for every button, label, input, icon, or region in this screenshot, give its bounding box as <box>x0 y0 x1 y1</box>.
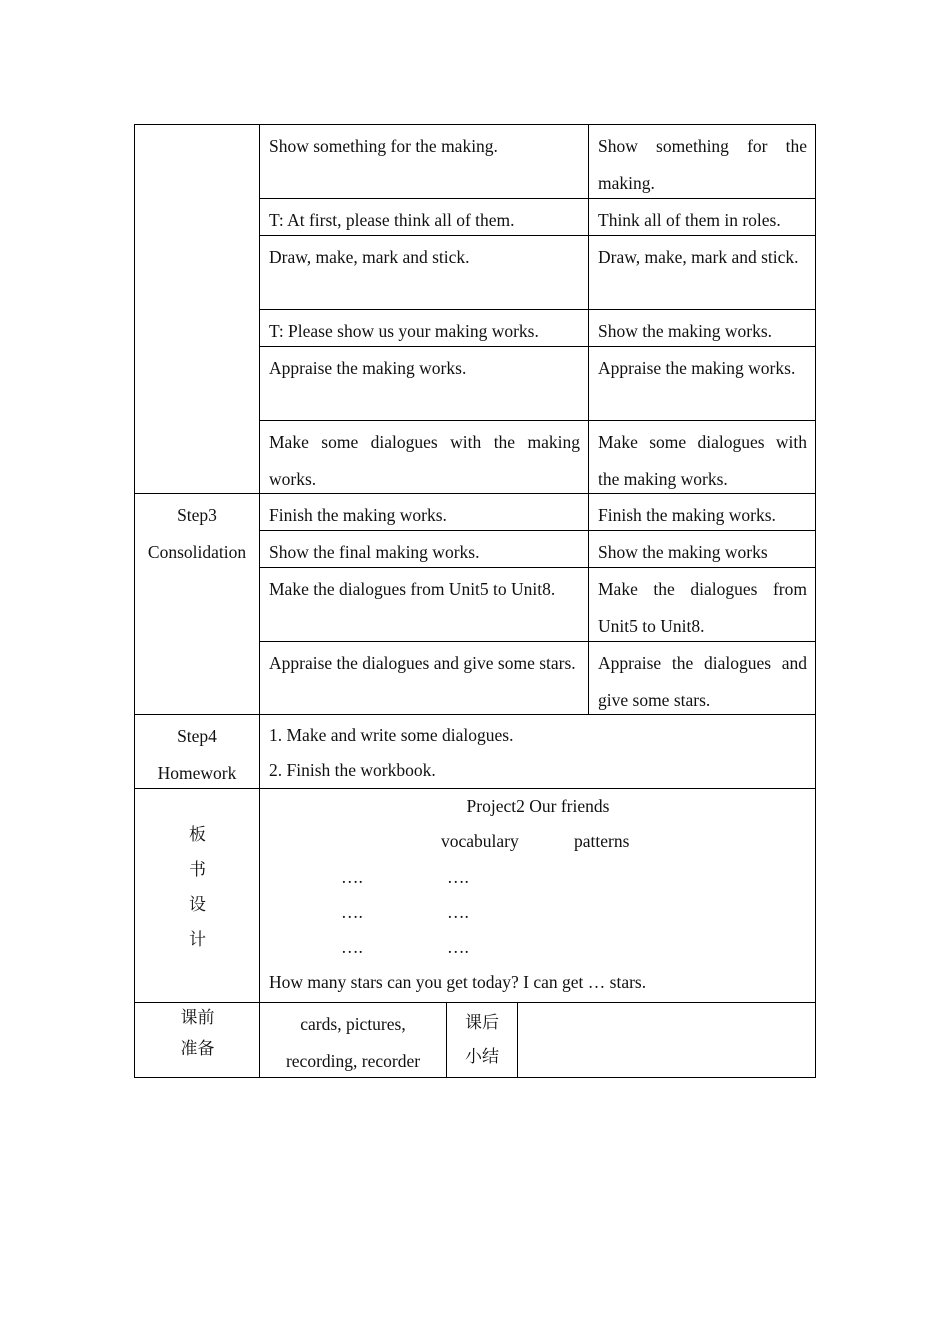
board-dots: …. <box>447 937 469 957</box>
student-activity: Draw, make, mark and stick. <box>589 236 816 310</box>
board-dots: …. <box>341 937 363 957</box>
board-patterns-heading: patterns <box>574 831 630 851</box>
student-activity: Appraise the making works. <box>589 347 816 421</box>
teacher-activity: T: Please show us your making works. <box>260 310 589 347</box>
prep-materials <box>260 1003 447 1078</box>
board-design-label <box>135 789 260 1003</box>
student-activity: Make some dialogues with the making works. <box>589 421 816 494</box>
step-cell-empty <box>135 125 260 494</box>
prep-label-line: 课前 <box>180 1008 215 1028</box>
teacher-activity: Finish the making works. <box>260 494 589 531</box>
summary-label-line: 小结 <box>465 1047 499 1067</box>
board-label-char: 书 <box>189 860 206 880</box>
step-name: Consolidation <box>147 542 247 562</box>
prep-materials-line: recording, recorder <box>285 1051 421 1071</box>
student-activity: Think all of them in roles. <box>589 199 816 236</box>
board-vocabulary-heading: vocabulary <box>441 831 519 851</box>
prep-label-line: 准备 <box>180 1039 215 1059</box>
step3-label <box>135 494 260 715</box>
summary-label-line: 课后 <box>465 1013 499 1033</box>
student-activity: Appraise the dialogues and give some stars. <box>589 642 816 715</box>
student-activity: Make the dialogues from Unit5 to Unit8. <box>589 568 816 642</box>
homework-item: 1. Make and write some dialogues. <box>269 725 514 745</box>
teacher-activity: T: At first, please think all of them. <box>260 199 589 236</box>
student-activity: Show the making works <box>589 531 816 568</box>
prep-label <box>135 1003 260 1078</box>
board-label-char: 板 <box>189 825 206 845</box>
board-design-content <box>260 789 816 1003</box>
step4-label <box>135 715 260 789</box>
student-activity: Show the making works. <box>589 310 816 347</box>
board-dots: …. <box>447 902 469 922</box>
step-number: Step4 <box>177 726 217 746</box>
board-footer: How many stars can you get today? I can get … stars. <box>269 972 647 992</box>
step-name: Homework <box>157 763 237 783</box>
step-number: Step3 <box>177 505 217 525</box>
summary-content <box>518 1003 816 1078</box>
prep-materials-line: cards, pictures, <box>300 1014 406 1034</box>
board-dots: …. <box>447 867 469 887</box>
teacher-activity: Show the final making works. <box>260 531 589 568</box>
board-title: Project2 Our friends <box>466 796 610 816</box>
board-dots: …. <box>341 902 363 922</box>
student-activity: Finish the making works. <box>589 494 816 531</box>
teacher-activity: Make some dialogues with the making works. <box>260 421 589 494</box>
board-label-char: 计 <box>189 930 206 950</box>
teacher-activity: Make the dialogues from Unit5 to Unit8. <box>260 568 589 642</box>
lesson-plan-table <box>134 124 816 1078</box>
homework-item: 2. Finish the workbook. <box>269 760 436 780</box>
teacher-activity: Show something for the making. <box>260 125 589 199</box>
homework-cell <box>260 715 816 789</box>
teacher-activity: Appraise the dialogues and give some stars. <box>260 642 589 715</box>
student-activity: Show something for the making. <box>589 125 816 199</box>
board-label-char: 设 <box>189 895 206 915</box>
summary-label <box>447 1003 518 1078</box>
teacher-activity: Appraise the making works. <box>260 347 589 421</box>
board-dots: …. <box>341 867 363 887</box>
teacher-activity: Draw, make, mark and stick. <box>260 236 589 310</box>
